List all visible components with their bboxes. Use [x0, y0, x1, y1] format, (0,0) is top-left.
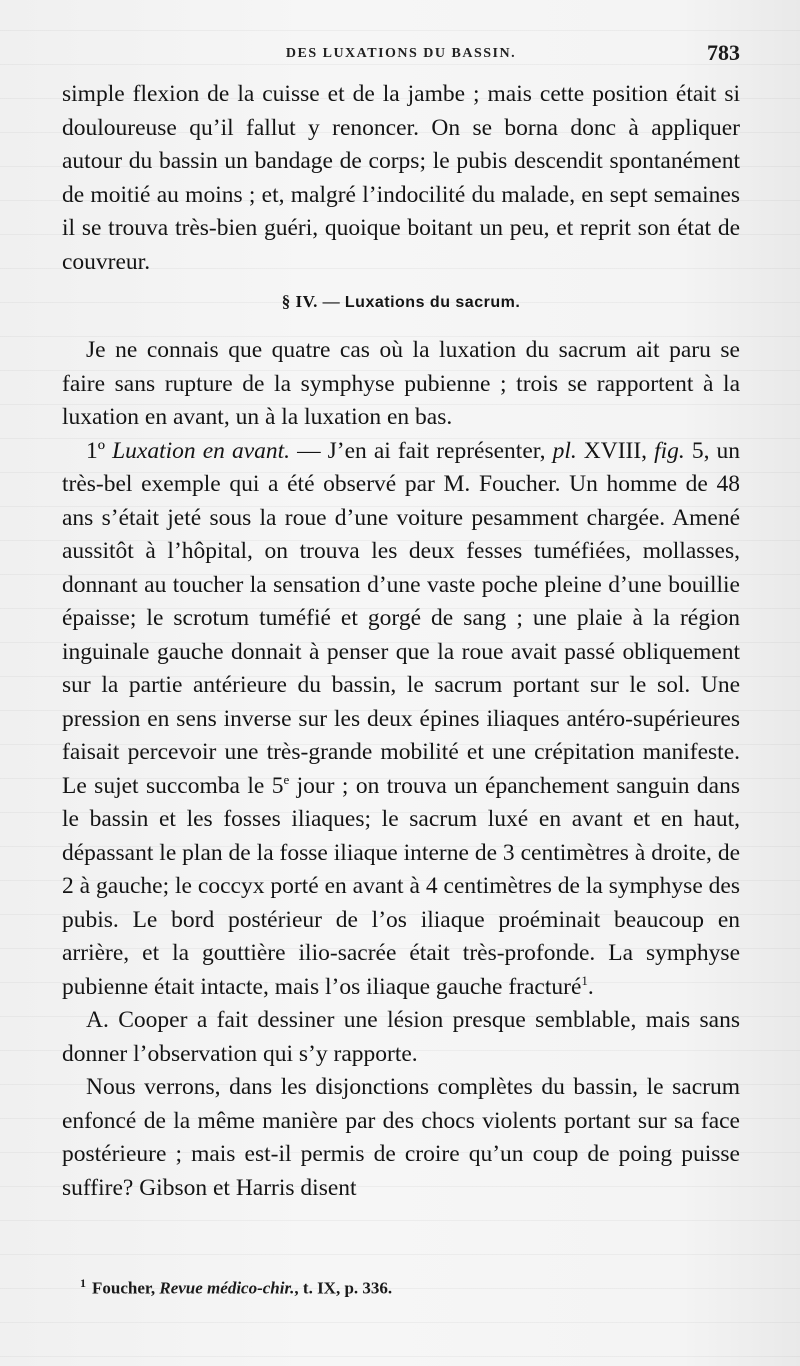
section-marker: § IV. —: [281, 292, 341, 311]
footnote: [80, 1276, 740, 1299]
footnote-mark: 1: [80, 1276, 86, 1290]
running-head: DES LUXATIONS DU BASSIN.: [285, 46, 517, 61]
body-text: [62, 78, 740, 1205]
footnote-author: Foucher,: [92, 1278, 160, 1298]
page-number: 783: [707, 40, 740, 65]
case-number: 1º: [86, 437, 106, 464]
paragraph-continuation: simple flexion de la cuisse et de la jambe ; mais cette position était si douloureuse qu’il fallut y renoncer. On se borna donc à appliquer autour du bassin un bandage de corps; le pubis descendit spontanément de moitié au moins ; et, malgré l’indocilité du malade, en sept semaines il se trouva très-bien guéri, quoique boitant un peu, et reprit son état de couvreur.: [62, 81, 740, 275]
section-heading: [62, 289, 740, 316]
figure-abbrev: fig.: [654, 437, 685, 464]
paragraph-case-anterior: [62, 435, 740, 1005]
case-text-2: XVIII,: [576, 437, 655, 464]
paragraph-intro: Je ne connais que quatre cas où la luxation du sacrum ait paru se faire sans rupture de la symphyse pubienne ; trois se rapportent à la luxation en avant, un à la luxation en bas.: [62, 337, 740, 430]
footnote-journal: Revue médico-chir.: [159, 1278, 295, 1298]
page-header: [62, 40, 740, 70]
plate-abbrev: pl.: [552, 437, 577, 464]
case-text-5: .: [587, 973, 594, 1000]
ordinal-superscript: e: [283, 771, 290, 787]
case-text-4: jour ; on trouva un épanchement sanguin dans le bassin et les fosses iliaques; le sacrum luxé en avant et en haut, dépassant le plan de la fosse iliaque interne de 3 centimètres à droite, de 2 à gauche; le coccyx porté en avant à 4 centimètres de la symphyse des pubis. Le bord postérieur de l’os iliaque proéminait beaucoup en arrière, et la gouttière ilio-sacrée était très-profonde. La symphyse pubienne était intacte, mais l’os iliaque gauche fracturé: [62, 772, 740, 1000]
case-text-1: — J’en ai fait représenter,: [290, 437, 553, 464]
footnote-rest: , t. IX, p. 336.: [294, 1278, 393, 1298]
case-text-3: 5, un très-bel exemple qui a été observé par M. Foucher. Un homme de 48 ans s’était jeté sous la roue d’une voiture pesamment chargée. Amené aussitôt à l’hôpital, on trouva les deux fesses tuméfiées, mollasses, donnant au toucher la sensation d’une vaste poche pleine d’une bouillie épaisse; le scrotum tuméfié et gorgé de sang ; une plaie à la région inguinale gauche donnait à penser que la roue avait passé obliquement sur la partie antérieure du bassin, le sacrum portant sur le sol. Une pression en sens inverse sur les deux épines iliaques antéro-supérieures faisait percevoir une très-grande mobilité et une crépitation manifeste. Le sujet succomba le 5: [62, 437, 741, 799]
footnote-reference: 1: [581, 972, 588, 988]
case-title: Luxation en avant.: [112, 437, 291, 464]
section-title: Luxations du sacrum.: [344, 294, 521, 311]
paragraph-cooper: A. Cooper a fait dessiner une lésion presque semblable, mais sans donner l’observation qui s’y rapporte.: [62, 1007, 740, 1067]
paragraph-disjunctions: Nous verrons, dans les disjonctions complètes du bassin, le sacrum enfoncé de la même manière par des chocs violents portant sur sa face postérieure ; mais est-il permis de croire qu’un coup de poing puisse suffire? Gibson et Harris disent: [62, 1074, 740, 1201]
